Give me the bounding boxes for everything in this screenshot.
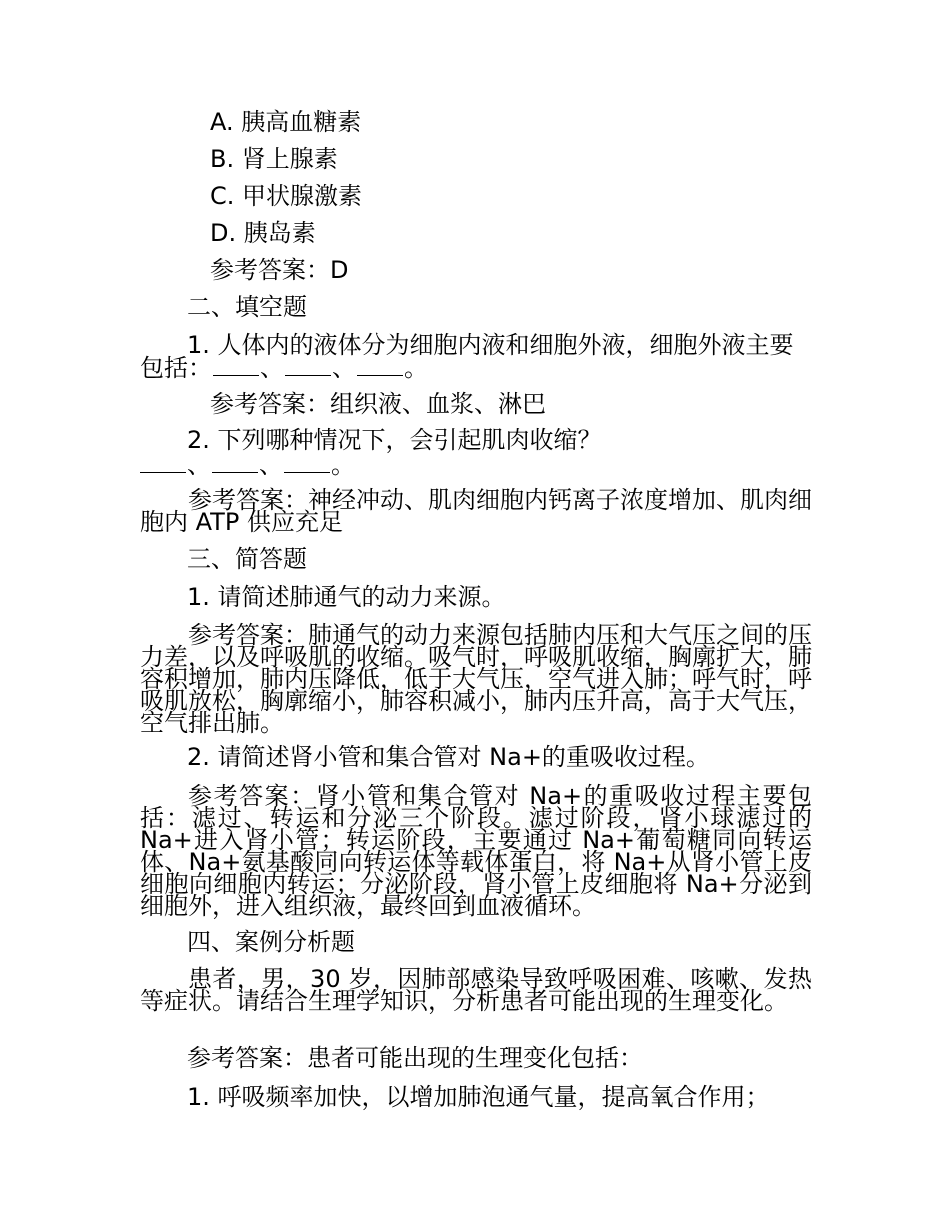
blank	[357, 357, 403, 376]
case-answer-intro: 参考答案：患者可能出现的生理变化包括：	[187, 1044, 643, 1072]
option-b: B. 肾上腺素	[210, 145, 338, 173]
short-q1-answer: 参考答案：肺通气的动力来源包括肺内压和大气压之间的压力差，以及呼吸肌的收缩。吸气时，呼吸肌收缩，胸廓扩大，肺容积增加，肺内压降低，低于大气压，空气进入肺；呼气时，呼吸肌放松，胸廓缩小，肺容积减小，肺内压升高，高于大气压，空气排出肺。	[140, 621, 812, 737]
section-title-short-answer: 三、简答题	[187, 545, 307, 573]
fill-q1-prefix: 包括：	[140, 354, 212, 382]
choice-answer: 参考答案：D	[210, 256, 349, 284]
separator: 、	[187, 451, 211, 479]
case-answer-item-1: 1. 呼吸频率加快，以增加肺泡通气量，提高氧合作用；	[187, 1083, 770, 1111]
fill-q2-answer: 参考答案：神经冲动、肌肉细胞内钙离子浓度增加、肌肉细胞内 ATP 供应充足	[140, 486, 812, 536]
blank	[285, 357, 331, 376]
separator: 、	[260, 354, 284, 382]
option-a: A. 胰高血糖素	[210, 108, 362, 136]
separator: 、	[332, 354, 356, 382]
fill-q2-line1: 2. 下列哪种情况下，会引起肌肉收缩？	[187, 426, 602, 454]
short-q2: 2. 请简述肾小管和集合管对 Na+的重吸收过程。	[187, 743, 710, 771]
short-q2-answer: 参考答案：肾小管和集合管对 Na+的重吸收过程主要包括：滤过、转运和分泌三个阶段。滤过阶段，肾小球滤过的 Na+进入肾小管；转运阶段，主要通过 Na+葡萄糖同向转运体、Na+氨基酸同向转运体等载体蛋白，将 Na+从肾小管上皮细胞向细胞内转运；分泌阶段，肾小管上皮细胞将 Na+分泌到细胞外，进入组织液，最终回到血液循环。	[140, 782, 812, 920]
short-q1: 1. 请简述肺通气的动力来源。	[187, 583, 506, 611]
fill-q1-line2	[140, 356, 428, 380]
period: 。	[404, 354, 428, 382]
fill-q1-answer: 参考答案：组织液、血浆、淋巴	[210, 390, 546, 418]
fill-q1-line1: 1. 人体内的液体分为细胞内液和细胞外液，细胞外液主要	[187, 331, 794, 359]
section-title-fill-blank: 二、填空题	[187, 293, 307, 321]
fill-q2-line2	[140, 453, 355, 477]
blank	[212, 454, 258, 473]
section-title-case-analysis: 四、案例分析题	[187, 928, 355, 956]
case-description: 患者，男，30 岁，因肺部感染导致呼吸困难、咳嗽、发热等症状。请结合生理学知识，分析患者可能出现的生理变化。	[140, 965, 812, 1015]
blank	[213, 357, 259, 376]
separator: 、	[259, 451, 283, 479]
blank	[284, 454, 330, 473]
option-c: C. 甲状腺激素	[210, 182, 363, 210]
option-d: D. 胰岛素	[210, 219, 316, 247]
blank	[140, 454, 186, 473]
period: 。	[331, 451, 355, 479]
